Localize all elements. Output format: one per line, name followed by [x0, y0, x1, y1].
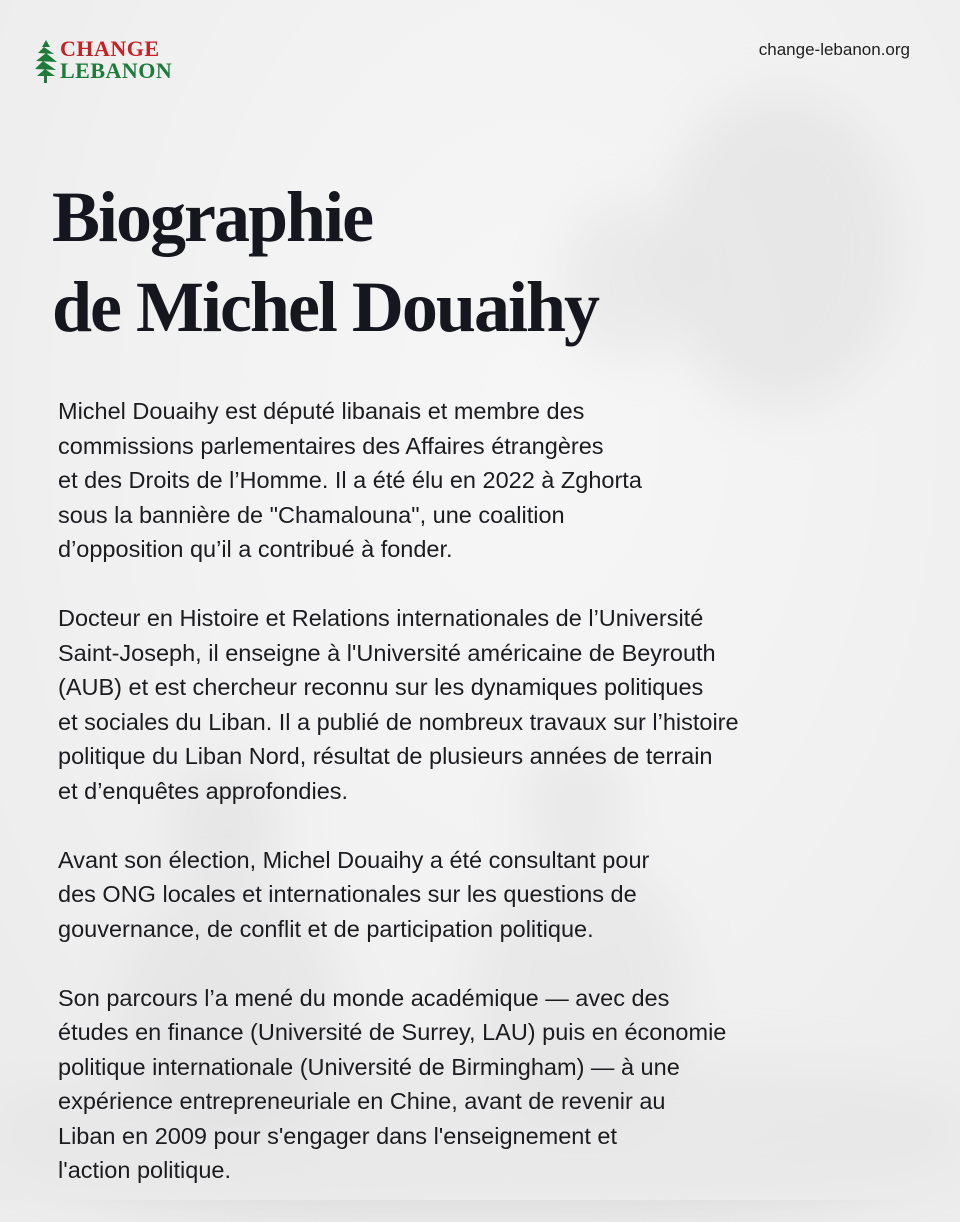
text-line: Liban en 2009 pour s'engager dans l'enseignement et — [58, 1122, 618, 1149]
text-line: et des Droits de l’Homme. Il a été élu en 2022 à Zghorta — [58, 467, 642, 493]
text-line: sous la bannière de "Chamalouna", une coalition — [58, 501, 565, 528]
title-line-2: de Michel Douaihy — [52, 267, 599, 347]
text-line: études en finance (Université de Surrey, LAU) puis en économie — [58, 1019, 727, 1045]
text-line: des ONG locales et internationales sur les questions de — [58, 881, 637, 907]
paragraph-academic — [58, 601, 938, 808]
text-line: gouvernance, de conflit et de participation politique. — [58, 915, 594, 942]
paragraph-career — [58, 981, 938, 1188]
text-line: et sociales du Liban. Il a publié de nombreux travaux sur l’histoire — [58, 708, 739, 735]
text-line: Son parcours l’a mené du monde académique — avec des — [58, 984, 670, 1011]
title-line-1: Biographie — [52, 177, 373, 257]
text-line: politique du Liban Nord, résultat de plusieurs années de terrain — [58, 743, 713, 769]
page-title — [52, 172, 912, 352]
text-line: commissions parlementaires des Affaires étrangères — [58, 432, 604, 459]
text-line: politique internationale (Université de Birmingham) — à une — [58, 1053, 680, 1080]
text-line: d’opposition qu’il a contribué à fonder. — [58, 536, 453, 562]
paragraph-consulting — [58, 843, 938, 947]
cedar-tree-icon — [34, 38, 58, 84]
text-line: Docteur en Histoire et Relations internationales de l’Université — [58, 605, 704, 631]
text-line: l'action politique. — [58, 1157, 232, 1183]
logo-change-text: CHANGE — [60, 36, 160, 61]
biography-text — [58, 394, 938, 1222]
logo-lebanon-text: LEBANON — [60, 58, 173, 83]
text-line: Michel Douaihy est député libanais et membre des — [58, 398, 585, 424]
text-line: (AUB) et est chercheur reconnu sur les dynamiques politiques — [58, 674, 704, 700]
text-line: Saint-Joseph, il enseigne à l'Université américaine de Beyrouth — [58, 639, 716, 666]
paragraph-mandate — [58, 394, 938, 567]
text-line: et d’enquêtes approfondies. — [58, 777, 349, 804]
change-lebanon-logo[interactable] — [34, 36, 204, 86]
website-url[interactable]: change-lebanon.org — [758, 40, 910, 59]
text-line: Avant son élection, Michel Douaihy a été consultant pour — [58, 846, 650, 873]
logo-wordmark — [60, 38, 172, 82]
text-line: expérience entrepreneuriale en Chine, avant de revenir au — [58, 1088, 666, 1114]
